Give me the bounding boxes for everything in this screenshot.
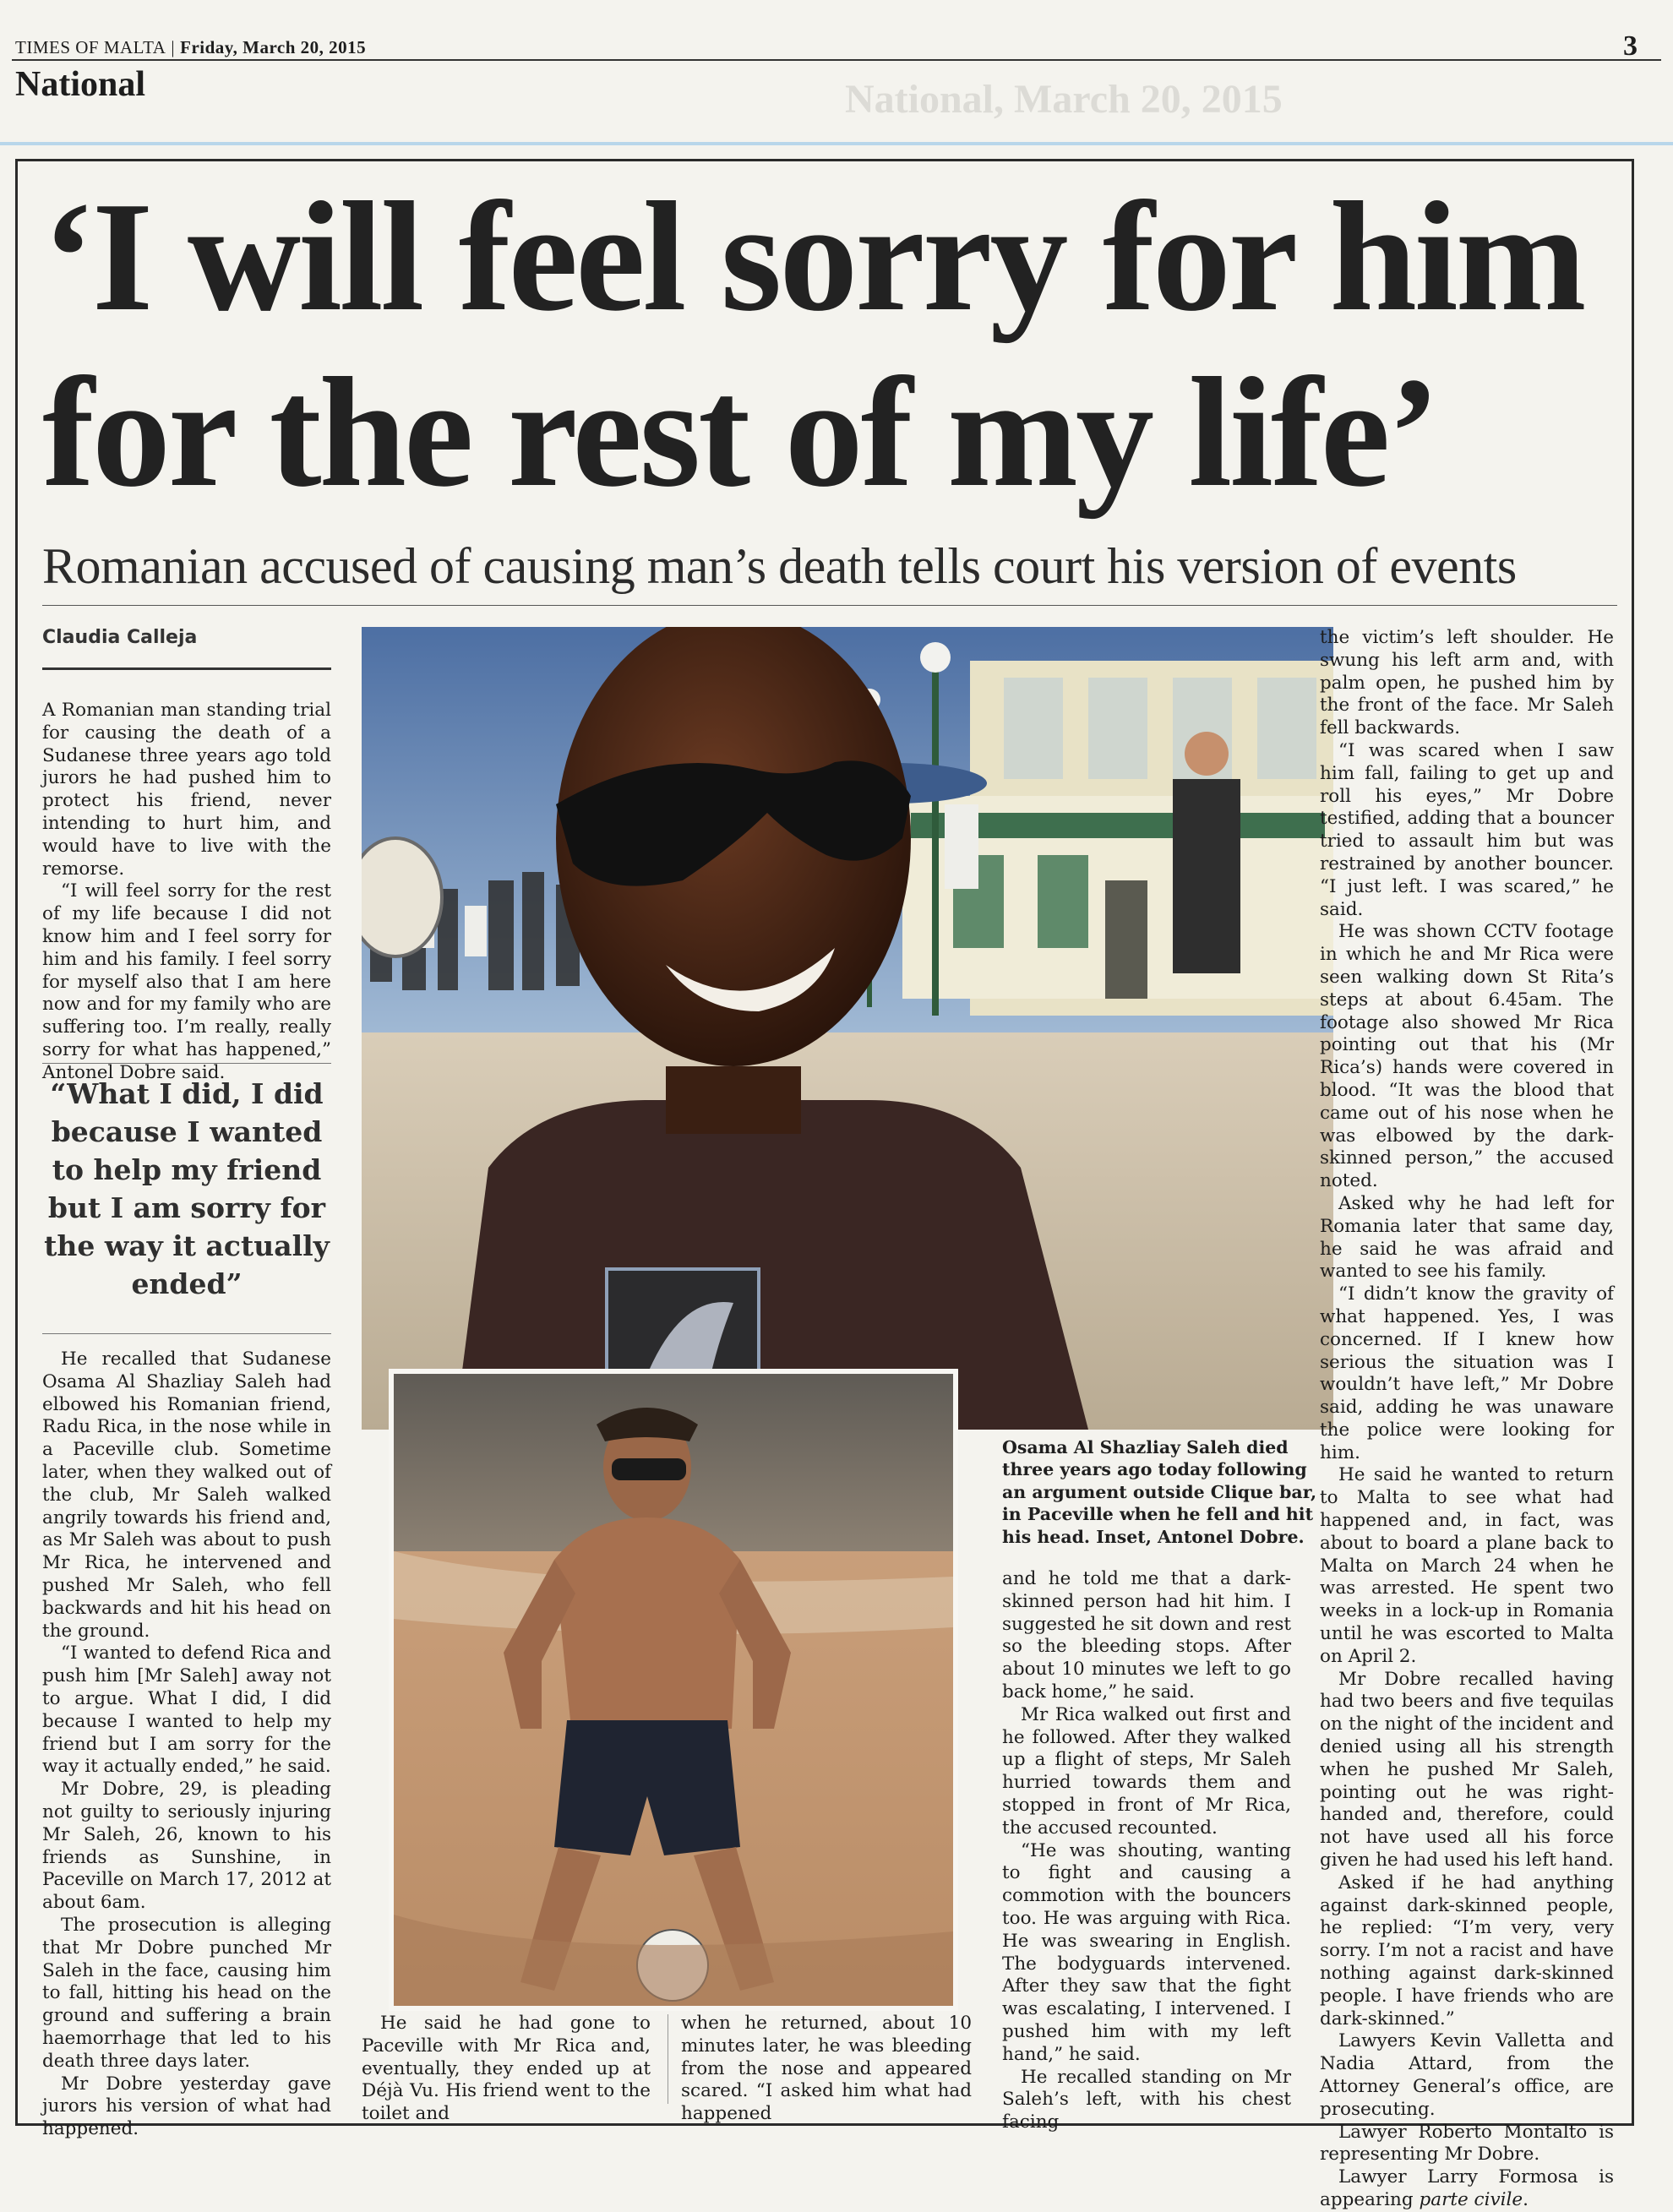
paragraph: Mr Dobre yesterday gave jurors his version of what had happened. <box>42 2073 331 2140</box>
byline: Claudia Calleja <box>42 627 198 648</box>
top-rule <box>12 59 1661 61</box>
main-photo-illustration <box>362 627 1333 1430</box>
paragraph: Asked why he had left for Romania later that same day, he said he was afraid and wanted to see his family. <box>1320 1192 1614 1283</box>
section-label: National <box>15 65 146 104</box>
text-run: . <box>1523 2188 1529 2210</box>
column-5 <box>1320 627 1614 2212</box>
masthead-separator: | <box>171 37 176 57</box>
byline-rule <box>42 667 331 670</box>
text-run: Lawyer Larry Formosa is appearing <box>1320 2166 1614 2210</box>
paragraph <box>1320 2166 1614 2212</box>
paragraph: Asked if he had anything against dark-skinned people, he replied: “I’m very, very sorry. I’m not a racist and have nothing against dark-skinned people. I have friends who are dark-skinned.” <box>1320 1871 1614 2029</box>
newspaper-name: TIMES OF MALTA <box>15 37 166 57</box>
paragraph: He was shown CCTV footage in which he and Mr Rica were seen walking down St Rita’s steps at about 6.45am. The footage also showed Mr Rica pointing out that his (Mr Rica’s) hands were covered in blood. “It was the blood that came out of his nose when he was elbowed by the dark-skinned person,” the accused noted. <box>1320 921 1614 1192</box>
paragraph: “I wanted to defend Rica and push him [Mr Saleh] away not to argue. What I did, I did because I wanted to help my friend but I am sorry for the way it actually ended,” he said. <box>42 1643 331 1778</box>
headline-line-2: for the rest of my life’ <box>42 346 1438 520</box>
paragraph: “I was scared when I saw him fall, failing to get up and roll his eyes,” Mr Dobre testified, adding that a bouncer tried to assault him but was restrained by another bouncer. “I just left. I was scared,” he said. <box>1320 739 1614 920</box>
paragraph: Lawyer Roberto Montalto is representing Mr Dobre. <box>1320 2121 1614 2166</box>
headline-line-1: ‘I will feel sorry for him <box>42 170 1584 344</box>
text-run-italic: parte civile <box>1419 2188 1523 2210</box>
paragraph: He said he wanted to return to Malta to see what had happened and, in fact, was about to board a plane back to Malta on March 24 when he was arrested. He spent two weeks in a lock-up in Romania until he was escorted to Malta on April 2. <box>1320 1464 1614 1667</box>
photo-caption: Osama Al Shazliay Saleh died three years ago today following an argument outside Clique bar, in Paceville when he fell and hit his head. Inset, Antonel Dobre. <box>1002 1437 1317 1547</box>
inset-photo-illustration <box>394 1374 953 2006</box>
paragraph: A Romanian man standing trial for causing the death of a Sudanese three years ago told jurors he had pushed him to protect his friend, never intending to hurt him, and would have to live with the remorse. <box>42 700 331 880</box>
paragraph: He recalled that Sudanese Osama Al Shazliay Saleh had elbowed his Romanian friend, Radu Rica, in the nose while in a Paceville club. Sometime later, when they walked out of the club, Mr Saleh walked angrily towards his friend and, as Mr Saleh was about to push Mr Rica, he intervened and pushed Mr Saleh, who fell backwards and hit his head on the ground. <box>42 1348 331 1642</box>
column-1-top <box>42 700 331 1085</box>
paragraph: Mr Rica walked out first and he followed. After they walked up a flight of steps, Mr Saleh hurried towards them and stopped in front of Mr Rica, the accused recounted. <box>1002 1703 1291 1839</box>
column-4 <box>1002 1568 1291 2134</box>
paragraph: Mr Dobre, 29, is pleading not guilty to seriously injuring Mr Saleh, 26, known to his friends as Sunshine, in Paceville on March 17, 2012 at about 6am. <box>42 1779 331 1914</box>
headline <box>42 169 1631 520</box>
paragraph: Mr Dobre recalled having had two beers and five tequilas on the night of the incident and denied using all his strength when he pushed Mr Saleh, pointing out he was right-handed and, therefore, could not have used all his force given he had used his left hand. <box>1320 1668 1614 1871</box>
inset-photo-dobre <box>389 1369 958 2011</box>
paragraph: “I will feel sorry for the rest of my life because I did not know him and I feel sorry for him and his family. I feel sorry for myself also that I am here now and for my family who are suffering too. I’m really, really sorry for what has happened,” Antonel Dobre said. <box>42 880 331 1083</box>
column-1-bottom <box>42 1348 331 2141</box>
subhead-rule <box>42 605 1617 606</box>
paragraph: Lawyers Kevin Valletta and Nadia Attard, from the Attorney General’s office, are prosecuting. <box>1320 2030 1614 2120</box>
paragraph: when he returned, about 10 minutes later, he was bleeding from the nose and appeared scared. “I asked him what had happened <box>681 2013 972 2125</box>
pull-quote-rule-top <box>42 1063 331 1064</box>
masthead <box>15 37 366 58</box>
paragraph: He recalled standing on Mr Saleh’s left, with his chest facing <box>1002 2066 1291 2133</box>
paragraph: “He was shouting, wanting to fight and causing a commotion with the bouncers too. He was arguing with Rica. He was swearing in English. The bodyguards intervened. After they saw that the fight was escalating, I intervened. I pushed him with my left hand,” he said. <box>1002 1839 1291 2065</box>
bleed-through-text: National, March 20, 2015 <box>845 77 1283 122</box>
paragraph: and he told me that a dark-skinned person had hit him. I suggested he sit down and rest so the bleeding stops. After about 10 minutes we left to go back home,” he said. <box>1002 1568 1291 1703</box>
page-number: 3 <box>1623 30 1638 62</box>
subheadline: Romanian accused of causing man’s death tells court his version of events <box>42 538 1517 594</box>
column-3 <box>681 2013 972 2126</box>
issue-date: Friday, March 20, 2015 <box>180 37 367 57</box>
main-photo-saleh <box>362 627 1333 1430</box>
paragraph: The prosecution is alleging that Mr Dobre punched Mr Saleh in the face, causing him to fall, hitting his head on the ground and suffering a brain haemorrhage that led to his death three days later. <box>42 1914 331 2072</box>
pull-quote: “What I did, I did because I wanted to help my friend but I am sorry for the way it actually ended” <box>44 1077 330 1300</box>
pull-quote-rule-bottom <box>42 1333 331 1334</box>
paragraph: the victim’s left shoulder. He swung his left arm and, with palm open, he pushed him by the front of the face. Mr Saleh fell backwards. <box>1320 627 1614 739</box>
blue-rule <box>0 142 1673 145</box>
paragraph: “I didn’t know the gravity of what happened. Yes, I was concerned. If I knew how serious the situation was I wouldn’t have left,” Mr Dobre said, adding he was unaware the police were looking for him. <box>1320 1283 1614 1463</box>
paragraph: He said he had gone to Paceville with Mr Rica and, eventually, they ended up at Déjà Vu. His friend went to the toilet and <box>362 2013 651 2125</box>
column-2 <box>362 2013 651 2126</box>
